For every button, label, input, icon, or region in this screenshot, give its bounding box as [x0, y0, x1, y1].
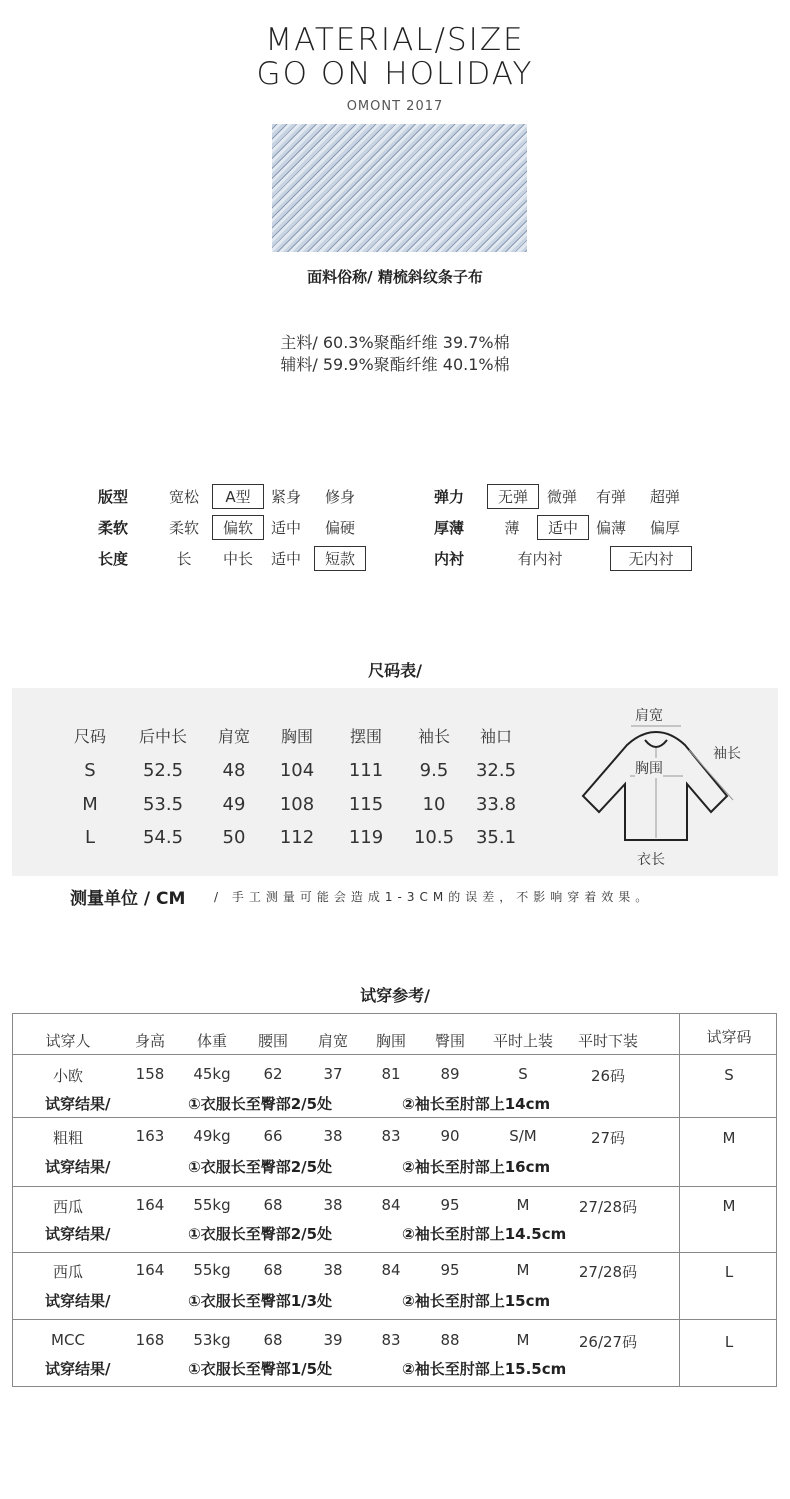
- try-on-cell: 95: [440, 1196, 460, 1214]
- size-table-cell: 35.1: [475, 827, 517, 848]
- size-table-cell: 54.5: [142, 827, 184, 848]
- composition-aux: 辅料/ 59.9%聚酯纤维 40.1%棉: [280, 355, 510, 374]
- title-line1: MATERIAL/SIZE: [265, 22, 525, 58]
- property-option: 无弹: [487, 484, 539, 509]
- try-on-header: 肩宽: [317, 1032, 348, 1050]
- size-table-cell: 53.5: [142, 794, 184, 815]
- diagram-length-label: 衣长: [637, 852, 665, 868]
- try-on-cell: 39: [323, 1331, 343, 1349]
- garment-diagram: [575, 700, 755, 875]
- shirt-collar: [645, 740, 667, 747]
- try-on-cell: MCC: [51, 1331, 85, 1349]
- try-on-header: 平时上装: [492, 1032, 553, 1050]
- diagram-sleeve-label: 袖长: [713, 746, 741, 762]
- try-on-result-1: ①衣服长至臀部2/5处: [188, 1225, 333, 1243]
- try-on-result-2: ②袖长至肘部上15cm: [402, 1292, 551, 1310]
- try-on-cell: 66: [263, 1127, 283, 1145]
- try-on-result-2: ②袖长至肘部上15.5cm: [402, 1360, 567, 1378]
- try-on-result-label: 试穿结果/: [45, 1360, 111, 1378]
- try-on-header: 体重: [196, 1032, 227, 1050]
- try-on-header: 腰围: [257, 1032, 288, 1050]
- property-option: 中长: [222, 550, 253, 568]
- property-option: 适中: [270, 519, 301, 537]
- property-label: 弹力: [434, 488, 465, 506]
- try-on-cell: 163: [135, 1127, 165, 1145]
- try-on-cell: 95: [440, 1261, 460, 1279]
- table-divider: [13, 1117, 776, 1118]
- try-on-cell: 55kg: [193, 1196, 231, 1214]
- size-table-cell: L: [84, 827, 96, 848]
- try-on-cell: 158: [135, 1065, 165, 1083]
- try-on-cell: 62: [263, 1065, 283, 1083]
- shirt-outline: [583, 732, 727, 840]
- try-on-cell: 26码: [590, 1067, 626, 1085]
- fabric-swatch-image: [272, 124, 527, 252]
- try-on-result-2: ②袖长至肘部上16cm: [402, 1158, 551, 1176]
- size-table-cell: 50: [222, 827, 246, 848]
- size-table-cell: 9.5: [419, 760, 449, 781]
- try-on-size: M: [722, 1197, 736, 1215]
- try-on-cell: 55kg: [193, 1261, 231, 1279]
- try-on-result-label: 试穿结果/: [45, 1292, 111, 1310]
- size-table-cell: 119: [348, 827, 384, 848]
- try-on-cell: 小欧: [52, 1067, 83, 1085]
- size-table-cell: 48: [222, 760, 246, 781]
- try-on-result-label: 试穿结果/: [45, 1095, 111, 1113]
- title-line2: GO ON HOLIDAY: [256, 56, 534, 92]
- try-on-cell: 西瓜: [52, 1263, 83, 1281]
- property-option: 紧身: [270, 488, 301, 506]
- property-option: 宽松: [168, 488, 199, 506]
- try-on-header: 平时下装: [577, 1032, 638, 1050]
- property-option: 偏薄: [595, 519, 626, 537]
- size-table-cell: 33.8: [475, 794, 517, 815]
- try-on-cell: 168: [135, 1331, 165, 1349]
- size-table-cell: 104: [279, 760, 315, 781]
- try-on-result-label: 试穿结果/: [45, 1158, 111, 1176]
- try-on-cell: 84: [381, 1196, 401, 1214]
- property-option: 短款: [314, 546, 366, 571]
- table-divider: [13, 1319, 776, 1320]
- try-on-cell: 西瓜: [52, 1198, 83, 1216]
- try-on-result-label: 试穿结果/: [45, 1225, 111, 1243]
- try-on-cell: 90: [440, 1127, 460, 1145]
- measure-unit: 测量单位 / CM: [70, 889, 186, 909]
- size-table-cell: 52.5: [142, 760, 184, 781]
- property-option: 有弹: [595, 488, 626, 506]
- try-on-title: 试穿参考/: [360, 986, 430, 1005]
- try-on-cell: 83: [381, 1127, 401, 1145]
- try-on-cell: 38: [323, 1127, 343, 1145]
- try-on-cell: 164: [135, 1261, 165, 1279]
- try-on-header: 臀围: [434, 1032, 465, 1050]
- composition-main: 主料/ 60.3%聚酯纤维 39.7%棉: [280, 333, 510, 352]
- try-on-header: 试穿人: [45, 1032, 91, 1050]
- try-on-cell: 26/27码: [578, 1333, 638, 1351]
- measure-note: / 手工测量可能会造成1-3CM的误差，不影响穿着效果。: [214, 890, 653, 904]
- property-option: A型: [212, 484, 264, 509]
- try-on-result-1: ①衣服长至臀部2/5处: [188, 1158, 333, 1176]
- size-table-cell: 112: [279, 827, 315, 848]
- try-on-cell: 27码: [590, 1129, 626, 1147]
- try-on-cell: 27/28码: [578, 1198, 638, 1216]
- size-table-cell: 32.5: [475, 760, 517, 781]
- size-table-cell: 111: [348, 760, 384, 781]
- property-option: 修身: [324, 488, 355, 506]
- try-on-cell: 49kg: [193, 1127, 231, 1145]
- try-on-cell: 68: [263, 1331, 283, 1349]
- size-table-cell: 10: [422, 794, 446, 815]
- size-table-header: 胸围: [280, 727, 313, 746]
- table-divider: [13, 1252, 776, 1253]
- property-option: 超弹: [649, 488, 680, 506]
- property-option: 微弹: [546, 488, 577, 506]
- size-table-header: 袖口: [479, 727, 512, 746]
- size-table-cell: 115: [348, 794, 384, 815]
- try-on-size: L: [724, 1333, 734, 1351]
- try-on-cell: 38: [323, 1196, 343, 1214]
- table-divider: [679, 1014, 680, 1386]
- property-label: 长度: [98, 550, 129, 568]
- try-on-cell: M: [516, 1261, 530, 1279]
- property-option: 偏厚: [649, 519, 680, 537]
- try-on-result-1: ①衣服长至臀部2/5处: [188, 1095, 333, 1113]
- try-on-cell: 164: [135, 1196, 165, 1214]
- property-option: 无内衬: [610, 546, 692, 571]
- try-on-cell: 81: [381, 1065, 401, 1083]
- property-label: 内衬: [434, 550, 465, 568]
- diagram-shoulder-label: 肩宽: [635, 708, 663, 724]
- table-divider: [13, 1186, 776, 1187]
- try-on-header: 试穿码: [706, 1028, 752, 1046]
- size-table-header: 后中长: [138, 727, 187, 746]
- property-option: 适中: [537, 515, 589, 540]
- try-on-cell: M: [516, 1331, 530, 1349]
- property-label: 柔软: [98, 519, 129, 537]
- brand-label: OMONT 2017: [346, 99, 444, 114]
- size-table-cell: 49: [222, 794, 246, 815]
- size-table-header: 摆围: [349, 727, 382, 746]
- size-table-header: 肩宽: [217, 727, 250, 746]
- diagram-chest-label: 胸围: [635, 758, 663, 778]
- try-on-cell: 53kg: [193, 1331, 231, 1349]
- try-on-header: 身高: [134, 1032, 165, 1050]
- table-divider: [13, 1054, 776, 1055]
- size-table-cell: 108: [279, 794, 315, 815]
- try-on-size: L: [724, 1263, 734, 1281]
- try-on-cell: 83: [381, 1331, 401, 1349]
- try-on-result-2: ②袖长至肘部上14cm: [402, 1095, 551, 1113]
- try-on-cell: 68: [263, 1196, 283, 1214]
- property-option: 薄: [504, 519, 520, 537]
- try-on-cell: 89: [440, 1065, 460, 1083]
- try-on-size: S: [724, 1066, 734, 1084]
- property-option: 长: [176, 550, 192, 568]
- size-table-cell: M: [82, 794, 98, 815]
- try-on-cell: 45kg: [193, 1065, 231, 1083]
- property-label: 厚薄: [434, 519, 465, 537]
- size-table-header: 袖长: [417, 727, 450, 746]
- property-label: 版型: [98, 488, 129, 506]
- size-table-header: 尺码: [73, 727, 106, 746]
- try-on-result-1: ①衣服长至臀部1/5处: [188, 1360, 333, 1378]
- try-on-cell: 68: [263, 1261, 283, 1279]
- fabric-name: 面料俗称/ 精梳斜纹条子布: [307, 268, 483, 286]
- size-table-cell: 10.5: [413, 827, 455, 848]
- try-on-cell: 粗粗: [52, 1129, 83, 1147]
- try-on-cell: M: [516, 1196, 530, 1214]
- try-on-size: M: [722, 1129, 736, 1147]
- try-on-cell: S: [518, 1065, 528, 1083]
- property-option: 有内衬: [517, 550, 563, 568]
- try-on-cell: 88: [440, 1331, 460, 1349]
- property-option: 偏硬: [324, 519, 355, 537]
- try-on-cell: 38: [323, 1261, 343, 1279]
- try-on-result-2: ②袖长至肘部上14.5cm: [402, 1225, 567, 1243]
- size-table-title: 尺码表/: [368, 661, 422, 680]
- try-on-cell: 37: [323, 1065, 343, 1083]
- size-table-cell: S: [84, 760, 96, 781]
- try-on-header: 胸围: [375, 1032, 406, 1050]
- property-option: 适中: [270, 550, 301, 568]
- try-on-cell: 84: [381, 1261, 401, 1279]
- property-option: 柔软: [168, 519, 199, 537]
- try-on-result-1: ①衣服长至臀部1/3处: [188, 1292, 333, 1310]
- try-on-cell: S/M: [509, 1127, 537, 1145]
- try-on-cell: 27/28码: [578, 1263, 638, 1281]
- property-option: 偏软: [212, 515, 264, 540]
